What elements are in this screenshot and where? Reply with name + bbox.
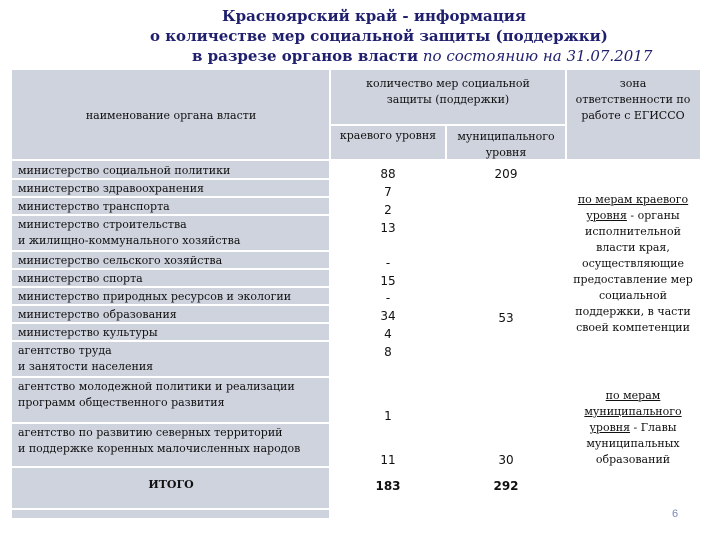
- grid-line: [12, 422, 330, 424]
- grid-line: [445, 125, 447, 518]
- title-line-1: Красноярский край - информация: [222, 7, 526, 25]
- grid-line: [330, 124, 566, 126]
- zone-regional-text: [566, 192, 700, 336]
- row-name: министерство социальной политики: [18, 164, 231, 177]
- header-authority-name: наименование органа власти: [12, 70, 330, 160]
- municipal-value: 209: [494, 167, 518, 181]
- regional-value: 15: [380, 274, 396, 288]
- page-number: 6: [672, 508, 679, 520]
- measures-table: [12, 70, 700, 518]
- regional-value: 8: [384, 345, 392, 359]
- header-municipal-line-1: муниципального: [457, 130, 555, 143]
- grid-line: [12, 286, 330, 288]
- grid-line: [12, 196, 330, 198]
- grid-line: [12, 376, 330, 378]
- zone-municipal-text: [566, 388, 700, 468]
- row-name: министерство культуры: [18, 326, 158, 339]
- total-label: ИТОГО: [148, 478, 194, 491]
- row-name: и занятости населения: [18, 360, 154, 373]
- grid-line: [12, 159, 700, 161]
- grid-line: [329, 70, 331, 518]
- header-zone-line-1: зона: [619, 77, 647, 90]
- zone-municipal-line: муниципальных: [586, 437, 680, 450]
- municipal-value: 30: [498, 453, 514, 467]
- grid-line: [12, 178, 330, 180]
- header-measures-line-1: количество мер социальной: [366, 77, 530, 90]
- grid-line: [12, 340, 330, 342]
- regional-total: 183: [375, 479, 401, 493]
- title-line-3: [192, 46, 652, 66]
- title-line-3-date: по состоянию на 31.07.2017: [422, 47, 653, 65]
- zone-municipal-link-3: уровня: [589, 421, 631, 434]
- grid-line: [12, 250, 330, 252]
- row-name: агентство по развитию северных территорий: [18, 426, 283, 439]
- header-responsibility-zone: [566, 70, 700, 160]
- header-zone-line-2: ответственности по: [575, 93, 691, 106]
- zone-regional-suffix: - органы: [626, 209, 680, 222]
- zone-municipal-link-2: муниципального: [584, 405, 682, 418]
- municipal-total: 292: [493, 479, 519, 493]
- title-line-3-bold: в разрезе органов власти: [192, 47, 419, 65]
- regional-value: 88: [380, 167, 396, 181]
- grid-line: [12, 508, 330, 510]
- row-name: и жилищно-коммунального хозяйства: [18, 234, 241, 247]
- zone-regional-line: исполнительной: [585, 225, 681, 238]
- regional-value: 7: [384, 185, 392, 199]
- regional-value: 4: [384, 327, 392, 341]
- header-regional-level: краевого уровня: [330, 125, 446, 160]
- regional-value: 11: [380, 453, 396, 467]
- header-municipal-level: [446, 125, 566, 160]
- zone-municipal-link-1: по мерам: [605, 389, 661, 402]
- regional-value: 34: [380, 309, 396, 323]
- row-name: министерство сельского хозяйства: [18, 254, 223, 267]
- row-name: агентство труда: [18, 344, 112, 357]
- header-measures-line-2: защиты (поддержки): [386, 93, 510, 106]
- zone-regional-line: поддержки, в части: [575, 305, 691, 318]
- zone-regional-link-1: по мерам краевого: [577, 193, 689, 206]
- row-name: министерство строительства: [18, 218, 187, 231]
- zone-municipal-line: образований: [595, 453, 671, 466]
- grid-line: [12, 214, 330, 216]
- row-name: агентство молодежной политики и реализации: [18, 380, 295, 393]
- row-name: министерство природных ресурсов и экологии: [18, 290, 292, 303]
- title-line-2: о количестве мер социальной защиты (поддержки): [150, 27, 608, 45]
- grid-line: [12, 466, 330, 468]
- zone-regional-link-2: уровня: [586, 209, 627, 222]
- regional-value: 2: [384, 203, 392, 217]
- regional-values-column: [330, 160, 446, 518]
- zone-regional-line: предоставление мер: [573, 273, 693, 286]
- row-name: министерство транспорта: [18, 200, 170, 213]
- row-name: и поддержке коренных малочисленных народов: [18, 442, 301, 455]
- regional-value: -: [385, 256, 391, 270]
- zone-regional-line: своей компетенции: [576, 321, 690, 334]
- responsibility-zone-column: [566, 160, 700, 518]
- row-name: программ общественного развития: [18, 396, 225, 409]
- zone-municipal-suffix: - Главы: [630, 421, 677, 434]
- header-municipal-line-2: уровня: [485, 146, 527, 159]
- row-name: министерство образования: [18, 308, 177, 321]
- row-name: министерство здравоохранения: [18, 182, 204, 195]
- grid-line: [12, 268, 330, 270]
- row-name: министерство спорта: [18, 272, 143, 285]
- regional-value: 13: [380, 221, 396, 235]
- zone-regional-line: осуществляющие: [581, 257, 684, 270]
- zone-regional-line: социальной: [598, 289, 667, 302]
- grid-line: [12, 322, 330, 324]
- header-zone-line-3: работе с ЕГИССО: [581, 109, 685, 122]
- regional-value: 1: [384, 409, 392, 423]
- grid-line: [12, 304, 330, 306]
- municipal-value: 53: [498, 311, 514, 325]
- regional-value: -: [385, 291, 391, 305]
- zone-regional-line: власти края,: [596, 241, 670, 254]
- grid-line: [565, 70, 567, 518]
- municipal-values-column: [446, 160, 566, 518]
- header-measures-count: [330, 70, 566, 125]
